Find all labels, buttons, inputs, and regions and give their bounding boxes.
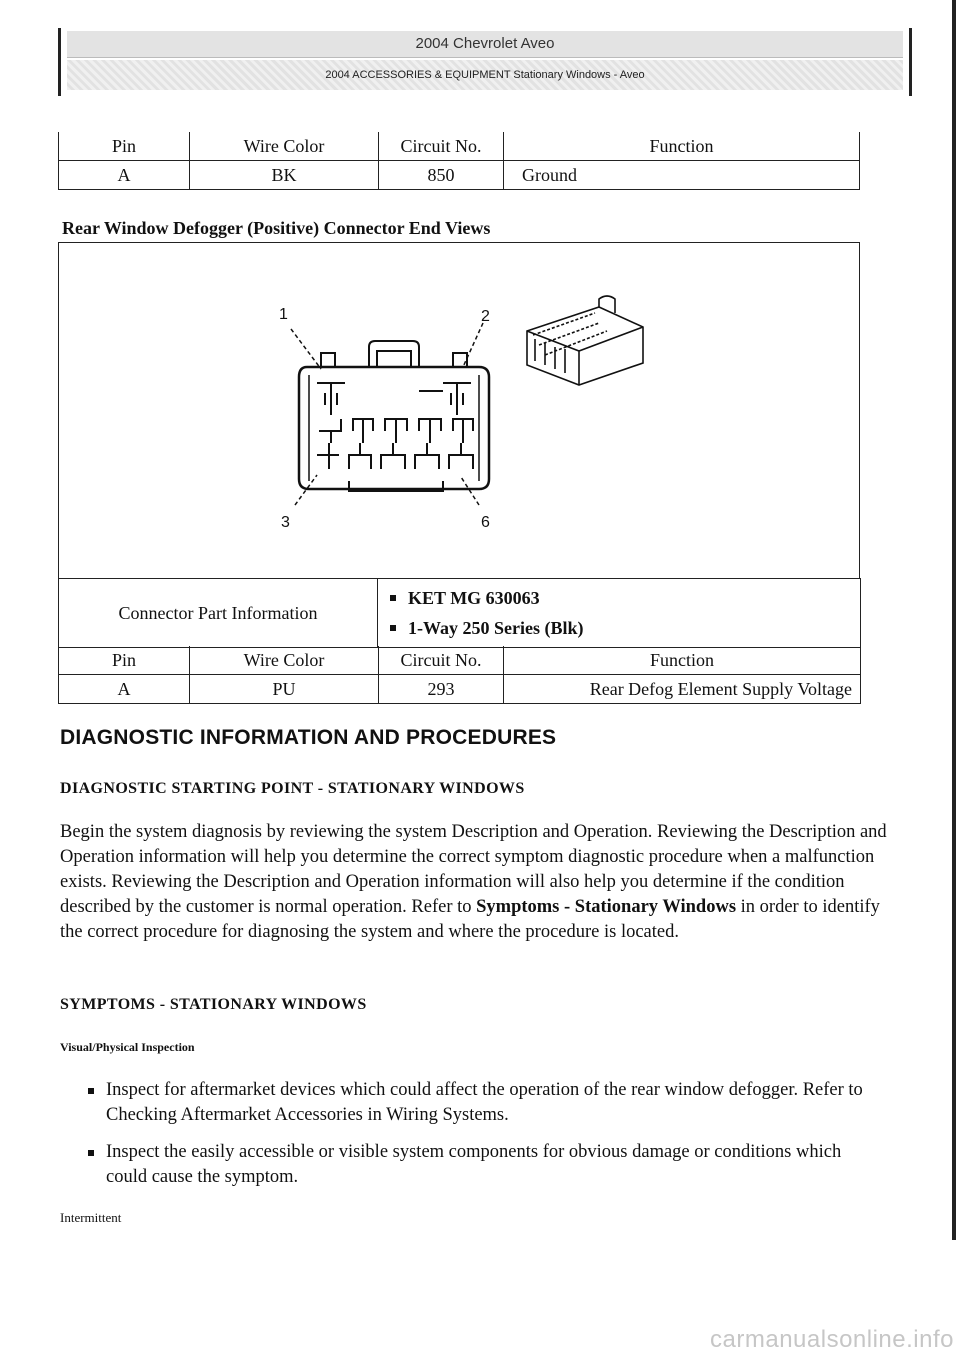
cell-function: Rear Defog Element Supply Voltage [504, 675, 861, 704]
connector-end-view-diagram [59, 243, 859, 579]
cell-function: Ground [504, 161, 860, 190]
cell-circuit-no: 293 [379, 675, 504, 704]
page-right-rule [952, 0, 956, 1240]
table-header-row [59, 132, 860, 161]
pin-label-6: 6 [481, 514, 490, 531]
pin-label-1: 1 [279, 306, 288, 323]
table-header-row [59, 646, 861, 675]
positive-connector-table [58, 646, 861, 704]
list-item: Inspect for aftermarket devices which could affect the operation of the rear window defogger. Refer to Checking Aftermarket Accessories in Wiring Systems. [60, 1078, 880, 1128]
list-item: KET MG 630063 [408, 583, 860, 613]
ground-connector-table [58, 132, 860, 190]
cell-wire-color: BK [190, 161, 379, 190]
cell-wire-color: PU [190, 675, 379, 704]
connector-part-info-table [58, 578, 861, 648]
starting-point-title: DIAGNOSTIC STARTING POINT - STATIONARY WINDOWS [60, 780, 525, 797]
page-header [58, 28, 912, 96]
cell-circuit-no: 850 [379, 161, 504, 190]
symptoms-title: SYMPTOMS - STATIONARY WINDOWS [60, 996, 367, 1013]
connector-diagram-box [58, 242, 860, 579]
connector-caption: Rear Window Defogger (Positive) Connector End Views [62, 218, 491, 238]
header-title: 2004 Chevrolet Aveo [67, 31, 903, 58]
pin-label-3: 3 [281, 514, 290, 531]
watermark: carmanualsonline.info [710, 1326, 954, 1353]
col-function-header: Function [504, 646, 861, 675]
part-info-label: Connector Part Information [59, 579, 378, 648]
part-info-list [378, 579, 860, 647]
symptoms-link[interactable]: Symptoms - Stationary Windows [476, 897, 737, 917]
list-item: 1-Way 250 Series (Blk) [408, 613, 860, 643]
col-circuit-header: Circuit No. [379, 646, 504, 675]
col-pin-header: Pin [59, 646, 190, 675]
continued-heading: Intermittent [60, 1210, 122, 1225]
table-row [59, 675, 861, 704]
section-title: DIAGNOSTIC INFORMATION AND PROCEDURES [60, 726, 557, 749]
col-pin-header: Pin [59, 132, 190, 161]
part-info-list-cell [378, 579, 861, 648]
cell-pin: A [59, 675, 190, 704]
col-circuit-header: Circuit No. [379, 132, 504, 161]
paragraph-text-2: in order to identify the correct procedure for diagnosing the system and where the procedure is located. [60, 897, 880, 942]
table-row [59, 161, 860, 190]
pin-label-2: 2 [481, 308, 490, 325]
col-wire-color-header: Wire Color [190, 646, 379, 675]
col-wire-color-header: Wire Color [190, 132, 379, 161]
inspection-bullets [60, 1078, 880, 1202]
cell-pin: A [59, 161, 190, 190]
col-function-header: Function [504, 132, 860, 161]
diagnostic-paragraph [60, 820, 900, 945]
list-item: Inspect the easily accessible or visible system components for obvious damage or conditions which could cause the symptom. [60, 1140, 880, 1190]
inspection-title: Visual/Physical Inspection [60, 1040, 195, 1054]
paragraph-text-1: Begin the system diagnosis by reviewing the system Description and Operation. Reviewing the Description and Operation information will help you determine the correct symptom diagnostic procedure when a malfunction exists. Reviewing the Description and Operation information will also help you determine if the condition described by the customer is normal operation. Refer to [60, 822, 887, 917]
header-subtitle: 2004 ACCESSORIES & EQUIPMENT Stationary Windows - Aveo [67, 60, 903, 90]
